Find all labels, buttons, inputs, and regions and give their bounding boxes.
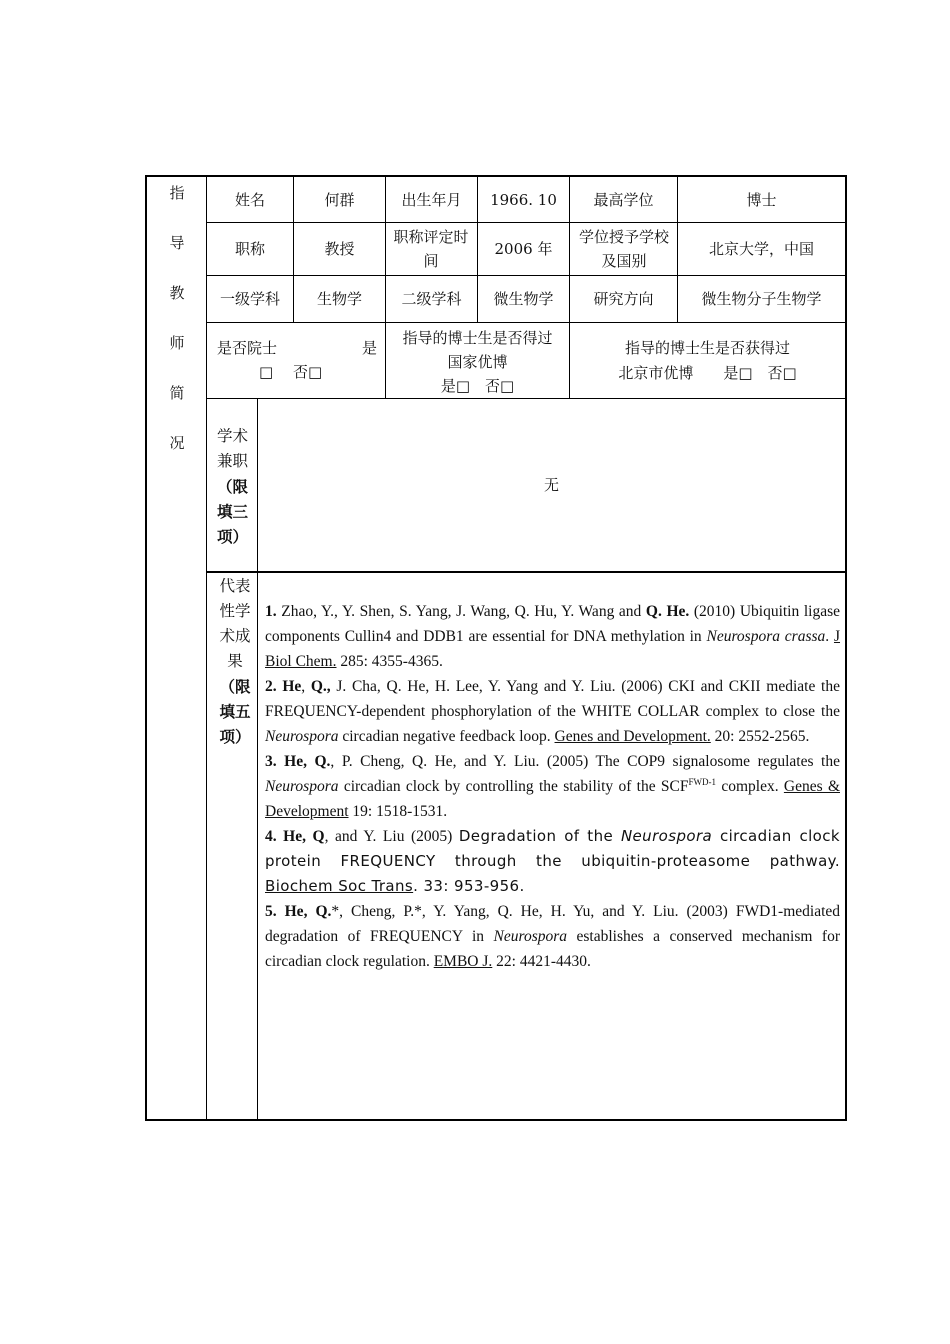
divider	[207, 571, 845, 573]
section-title-char: 教	[169, 284, 185, 302]
discipline2-value: 微生物学	[493, 290, 554, 308]
achievements-label-line: 代表	[219, 577, 251, 595]
publication-journal: EMBO J.	[433, 953, 493, 970]
section-title-char: 师	[169, 334, 185, 352]
publication-text: , and Y. Liu (2005)	[324, 828, 459, 845]
section-title-vertical	[147, 177, 207, 481]
publication-italic: Neurospora crassa	[706, 628, 826, 645]
academician-yes: 是	[361, 339, 377, 357]
publication-text: circadian clock protein FREQUENCY through the ubiquitin-proteasome pathway.	[265, 827, 840, 870]
research-direction-value: 微生物分子生物学	[701, 290, 822, 308]
section-title-char: 指	[169, 184, 185, 202]
publication-text: establishes a conserved mechanism for circadian clock regulation.	[265, 928, 840, 970]
degree-school-value: 北京大学，中国	[708, 240, 814, 258]
publication-highlight-author: Q.,	[310, 678, 331, 695]
title-value: 教授	[324, 240, 355, 258]
publication-item	[265, 749, 840, 824]
birth-value: 1966. 10	[490, 190, 557, 209]
publication-superscript: FWD-1	[688, 776, 717, 787]
research-direction-label: 研究方向	[593, 290, 654, 308]
publication-citation: 20: 2552-2565.	[710, 728, 810, 745]
publication-item	[265, 674, 840, 749]
publication-journal: Genes and Development.	[554, 728, 711, 745]
publication-item	[265, 899, 840, 974]
publication-text: Degradation of the	[458, 827, 621, 845]
part-time-label-line: 学术	[217, 427, 249, 445]
publication-number: 5. He, Q.	[265, 903, 332, 920]
publication-journal: Genes & Development	[265, 778, 840, 820]
achievements-label-line: 术成	[219, 627, 251, 645]
section-title-char: 简	[169, 384, 185, 402]
publication-text: ,	[301, 678, 311, 695]
divider	[207, 322, 845, 323]
beijing-award-options: 北京市优博 是□ 否□	[618, 364, 797, 382]
title-label: 职称	[234, 240, 265, 258]
publication-item	[265, 599, 840, 674]
publication-text: (2010) Ubiquitin ligase components Cullin4 and DDB1 are essential for DNA methylation in	[265, 603, 840, 645]
national-award-field	[386, 326, 569, 398]
discipline1-value: 生物学	[316, 290, 362, 308]
part-time-limit: 项）	[217, 527, 249, 546]
publication-citation: 19: 1518-1531.	[348, 803, 448, 820]
section-title-char: 导	[169, 234, 185, 252]
advisor-profile-form	[145, 175, 847, 1121]
achievements-limit: （限	[219, 677, 251, 696]
achievements-limit: 项）	[219, 727, 251, 746]
beijing-award-field	[570, 336, 845, 386]
publication-authors: Zhao, Y., Y. Shen, S. Yang, J. Wang, Q. Hu, Y. Wang and	[276, 603, 646, 620]
publication-item	[265, 824, 840, 899]
publication-text: .	[825, 628, 834, 645]
publication-italic: Neurospora	[265, 728, 339, 745]
section-title-char: 况	[169, 434, 185, 452]
name-label: 姓名	[234, 190, 265, 209]
publication-text: circadian clock by controlling the stability of the SCF	[338, 778, 689, 795]
publication-italic: Neurospora	[493, 928, 568, 945]
name-value: 何群	[324, 190, 355, 209]
part-time-limit: （限	[217, 477, 249, 496]
publication-number: 4. He, Q	[265, 828, 325, 845]
publication-text: , P. Cheng, Q. He, and Y. Liu. (2005) The COP9 signalosome regulates the	[330, 753, 840, 770]
title-time-value: 2006 年	[494, 240, 553, 258]
academician-options: □ 否□	[259, 363, 323, 381]
beijing-award-label: 指导的博士生是否获得过	[624, 339, 790, 357]
publication-number: 1.	[265, 603, 277, 620]
publication-journal: J Biol Chem.	[265, 628, 841, 670]
publication-citation: 22: 4421-4430.	[492, 953, 591, 970]
achievements-limit: 填五	[219, 702, 251, 721]
publication-number: 2. He	[265, 678, 302, 695]
publication-journal: Biochem Soc Trans	[265, 877, 414, 895]
part-time-label-line: 兼职	[217, 452, 249, 470]
title-time-label: 职称评定时间	[393, 228, 469, 270]
part-time-value: 无	[543, 476, 559, 494]
publication-citation: . 33: 953-956.	[413, 877, 525, 895]
publication-text: *, Cheng, P.*, Y. Yang, Q. He, H. Yu, and Y. Liu. (2003) FWD1-mediated degradation of FREQUENCY in	[265, 903, 841, 945]
achievements-label	[217, 574, 253, 749]
publication-highlight-author: Q. He.	[645, 603, 690, 620]
publication-citation: 285: 4355-4365.	[336, 653, 443, 670]
discipline1-label: 一级学科	[219, 290, 280, 308]
publication-italic: Neurospora	[620, 827, 713, 845]
achievements-label-line: 性学	[219, 602, 251, 620]
publication-text: complex.	[716, 778, 784, 795]
degree-school-label: 学位授予学校及国别	[578, 228, 669, 270]
publication-italic: Neurospora	[265, 778, 339, 795]
achievements-label-line: 果	[227, 652, 243, 670]
publication-list	[265, 599, 840, 974]
national-award-label: 指导的博士生是否得过国家优博	[402, 329, 553, 371]
academician-label: 是否院士	[217, 339, 278, 357]
degree-value: 博士	[746, 190, 777, 209]
publication-text: circadian negative feedback loop.	[338, 728, 555, 745]
publication-number: 3. He, Q.	[265, 753, 331, 770]
part-time-limit: 填三	[217, 502, 249, 521]
part-time-label	[217, 424, 253, 549]
birth-label: 出生年月	[401, 190, 462, 209]
degree-label: 最高学位	[593, 190, 654, 209]
discipline2-label: 二级学科	[401, 290, 462, 308]
national-award-options: 是□ 否□	[440, 377, 515, 395]
academician-field	[217, 336, 377, 384]
publication-text: J. Cha, Q. He, H. Lee, Y. Yang and Y. Liu. (2006) CKI and CKII mediate the FREQUENCY-dependent phosphorylation of the WHITE COLLAR complex to close the	[265, 678, 840, 720]
